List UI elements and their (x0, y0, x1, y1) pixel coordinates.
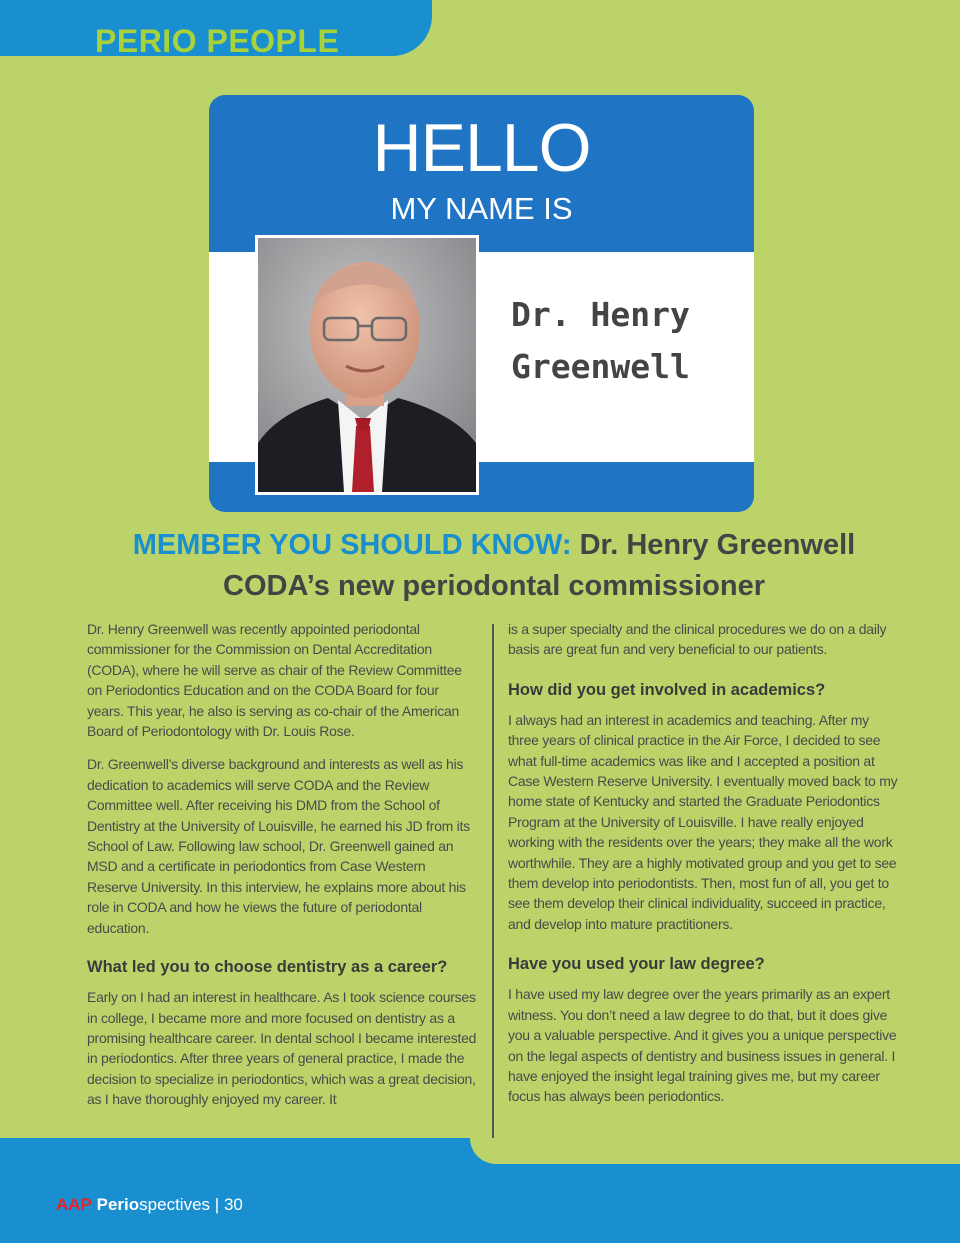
answer-paragraph-1-continued: is a super specialty and the clinical procedures we do on a daily basis are great fun and very beneficial to our patients. (508, 621, 887, 658)
intro-paragraph-1: Dr. Henry Greenwell was recently appointed periodontal commissioner for the Commission on Dental Accreditation (CODA), where he will serve as chair of the Review Committee on Periodontics Education and on the CODA Board for four years. This year, he also is serving as co-chair of the American Board of Periodontology with Dr. Louis Rose. (87, 621, 462, 740)
headline-lead: MEMBER YOU SHOULD KNOW: (132, 529, 572, 561)
footer-notch (470, 1138, 960, 1164)
portrait-image (258, 238, 476, 492)
badge-my-name-is: MY NAME IS (390, 191, 573, 226)
badge-hello: HELLO (372, 110, 591, 186)
answer-paragraph-3: I have used my law degree over the years primarily as an expert witness. You don’t need a law degree to do that, but it does give you a valuable perspective. And it gives you a unique perspective on the legal aspects of dentistry and business issues in general. I have enjoyed the insight legal training gives me, but my career focus has always been periodontics. (508, 986, 897, 1105)
intro-paragraph-2: Dr. Greenwell’s diverse background and interests as well as his dedication to academics will serve CODA and the Review Committee well. After receiving his DMD from the School of Dentistry at the University of Louisville, he earned his JD from its School of Law. Following law school, Dr. Greenwell gained an MSD and a certificate in periodontics from Case Western Reserve University. In this interview, he explains more about his role in CODA and how he views the future of periodontal education. (87, 756, 470, 936)
footer-band (0, 1138, 960, 1243)
headline (0, 526, 960, 564)
footer-spectives-text: spectives (139, 1195, 211, 1214)
question-heading-3: Have you used your law degree? (508, 955, 765, 974)
footer-aap-logo-text: AAP (56, 1195, 92, 1214)
badge-name-line-2: Greenwell (511, 347, 690, 386)
badge-name-line-1: Dr. Henry (511, 295, 690, 334)
page-number: 30 (223, 1195, 243, 1214)
section-label: PERIO PEOPLE (95, 24, 340, 55)
answer-paragraph-1: Early on I had an interest in healthcare. As I took science courses in college, I became more and more focused on dentistry as a promising healthcare career. In dental school I became interested in periodontics. After three years of general practice, I made the decision to specialize in periodontics, which was a great decision, as I have thoroughly enjoyed my career. It (87, 989, 477, 1108)
footer-publication (56, 1194, 243, 1216)
name-badge (209, 95, 754, 512)
question-heading-2: How did you get involved in academics? (508, 680, 826, 699)
headline-subtitle: CODA’s new periodontal commissioner (223, 570, 765, 602)
headline-subject: Dr. Henry Greenwell (579, 529, 856, 561)
article-left-column (87, 619, 477, 1123)
portrait-photo (255, 235, 479, 495)
column-divider (492, 624, 494, 1140)
footer-separator: | (214, 1195, 220, 1214)
footer-perio-text: Perio (96, 1195, 140, 1214)
question-heading-1: What led you to choose dentistry as a career? (87, 958, 448, 977)
article-right-column (508, 619, 900, 1120)
answer-paragraph-2: I always had an interest in academics and teaching. After my three years of clinical practice in the Air Force, I decided to see what full-time academics was like and I accepted a position at Case Western Reserve University. I eventually moved back to my home state of Kentucky and started the Graduate Periodontics Program at the University of Louisville. I have really enjoyed working with the residents over the years; they make all the work worthwhile. They are a highly motivated group and you get to see them develop into periodontists. Then, most fun of all, you get to see them develop their clinical individuality, succeed in practice, and develop into mature practitioners. (508, 711, 898, 932)
